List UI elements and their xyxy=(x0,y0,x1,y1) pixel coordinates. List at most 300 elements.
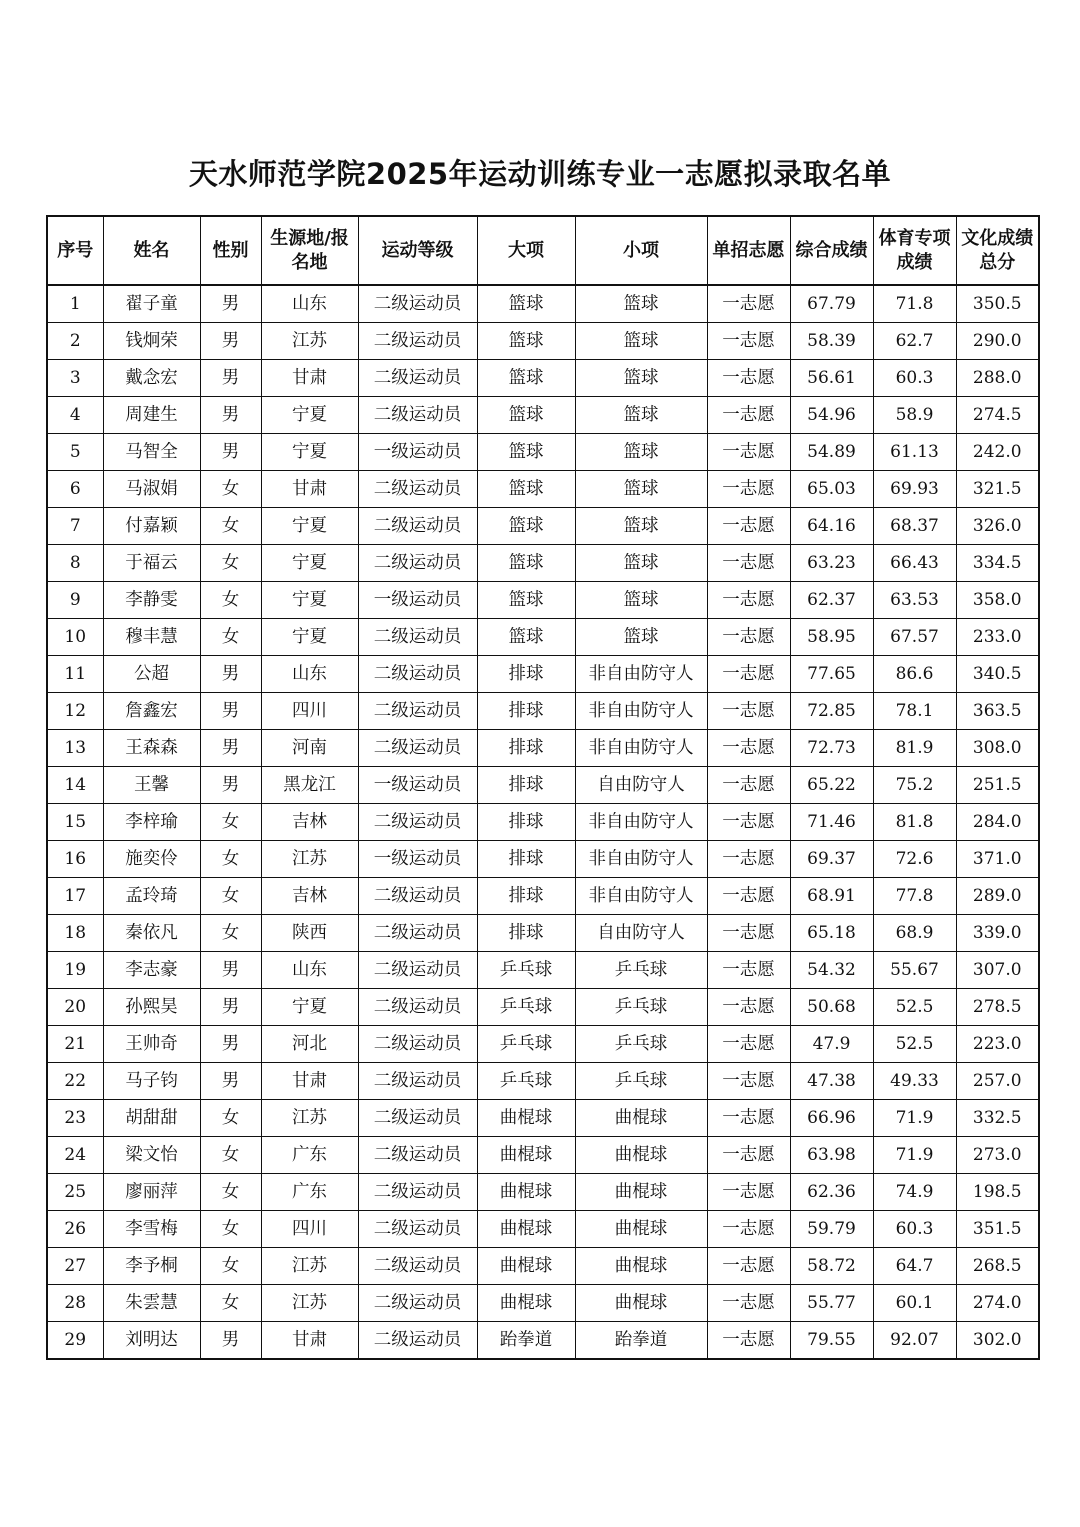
cell-sport-event: 非自由防守人 xyxy=(575,693,707,730)
cell-sport-event: 曲棍球 xyxy=(575,1285,707,1322)
cell-culture-score: 326.0 xyxy=(956,508,1039,545)
table-row xyxy=(47,730,1039,767)
cell-gender: 女 xyxy=(200,804,261,841)
cell-sport-category: 篮球 xyxy=(477,434,575,471)
cell-gender: 男 xyxy=(200,323,261,360)
cell-sport-event: 曲棍球 xyxy=(575,1211,707,1248)
cell-sport-category: 排球 xyxy=(477,656,575,693)
cell-preference: 一志愿 xyxy=(707,1137,790,1174)
cell-composite-score: 54.89 xyxy=(790,434,873,471)
cell-index: 10 xyxy=(47,619,103,656)
cell-composite-score: 66.96 xyxy=(790,1100,873,1137)
table-row xyxy=(47,915,1039,952)
cell-culture-score: 288.0 xyxy=(956,360,1039,397)
cell-name: 公超 xyxy=(103,656,200,693)
cell-culture-score: 334.5 xyxy=(956,545,1039,582)
cell-culture-score: 308.0 xyxy=(956,730,1039,767)
cell-athlete-level: 二级运动员 xyxy=(358,1322,477,1360)
cell-preference: 一志愿 xyxy=(707,878,790,915)
cell-origin: 吉林 xyxy=(261,878,358,915)
cell-preference: 一志愿 xyxy=(707,1174,790,1211)
column-header-preference: 单招志愿 xyxy=(707,216,790,285)
cell-sport-score: 52.5 xyxy=(873,989,956,1026)
cell-preference: 一志愿 xyxy=(707,1026,790,1063)
cell-origin: 甘肃 xyxy=(261,360,358,397)
cell-gender: 女 xyxy=(200,582,261,619)
table-row xyxy=(47,841,1039,878)
cell-sport-category: 乒乓球 xyxy=(477,952,575,989)
cell-gender: 女 xyxy=(200,1137,261,1174)
table-row xyxy=(47,545,1039,582)
cell-sport-event: 曲棍球 xyxy=(575,1137,707,1174)
cell-gender: 女 xyxy=(200,878,261,915)
cell-culture-score: 363.5 xyxy=(956,693,1039,730)
cell-sport-score: 77.8 xyxy=(873,878,956,915)
cell-index: 17 xyxy=(47,878,103,915)
cell-culture-score: 284.0 xyxy=(956,804,1039,841)
cell-index: 4 xyxy=(47,397,103,434)
cell-athlete-level: 二级运动员 xyxy=(358,952,477,989)
header-row xyxy=(47,216,1039,285)
cell-athlete-level: 二级运动员 xyxy=(358,989,477,1026)
cell-culture-score: 332.5 xyxy=(956,1100,1039,1137)
table-row xyxy=(47,619,1039,656)
cell-sport-score: 92.07 xyxy=(873,1322,956,1360)
table-row xyxy=(47,804,1039,841)
cell-origin: 四川 xyxy=(261,693,358,730)
cell-origin: 江苏 xyxy=(261,841,358,878)
cell-athlete-level: 二级运动员 xyxy=(358,1026,477,1063)
cell-sport-score: 81.9 xyxy=(873,730,956,767)
cell-culture-score: 358.0 xyxy=(956,582,1039,619)
cell-culture-score: 268.5 xyxy=(956,1248,1039,1285)
cell-index: 28 xyxy=(47,1285,103,1322)
cell-index: 21 xyxy=(47,1026,103,1063)
cell-culture-score: 251.5 xyxy=(956,767,1039,804)
cell-composite-score: 72.85 xyxy=(790,693,873,730)
cell-sport-category: 排球 xyxy=(477,767,575,804)
cell-preference: 一志愿 xyxy=(707,693,790,730)
column-header-sport-category: 大项 xyxy=(477,216,575,285)
cell-sport-score: 78.1 xyxy=(873,693,956,730)
cell-name: 马智全 xyxy=(103,434,200,471)
column-header-composite-score: 综合成绩 xyxy=(790,216,873,285)
cell-index: 27 xyxy=(47,1248,103,1285)
cell-sport-score: 68.9 xyxy=(873,915,956,952)
cell-athlete-level: 二级运动员 xyxy=(358,804,477,841)
cell-gender: 男 xyxy=(200,730,261,767)
cell-athlete-level: 二级运动员 xyxy=(358,915,477,952)
cell-composite-score: 62.37 xyxy=(790,582,873,619)
cell-composite-score: 58.39 xyxy=(790,323,873,360)
table-row xyxy=(47,693,1039,730)
cell-origin: 甘肃 xyxy=(261,471,358,508)
cell-athlete-level: 二级运动员 xyxy=(358,730,477,767)
cell-origin: 宁夏 xyxy=(261,434,358,471)
cell-name: 马淑娟 xyxy=(103,471,200,508)
table-row xyxy=(47,656,1039,693)
cell-culture-score: 274.0 xyxy=(956,1285,1039,1322)
cell-preference: 一志愿 xyxy=(707,619,790,656)
table-row xyxy=(47,285,1039,323)
cell-origin: 江苏 xyxy=(261,1285,358,1322)
cell-sport-event: 乒乓球 xyxy=(575,1063,707,1100)
cell-culture-score: 321.5 xyxy=(956,471,1039,508)
cell-composite-score: 55.77 xyxy=(790,1285,873,1322)
cell-sport-event: 跆拳道 xyxy=(575,1322,707,1360)
cell-name: 梁文怡 xyxy=(103,1137,200,1174)
cell-sport-category: 篮球 xyxy=(477,360,575,397)
cell-athlete-level: 二级运动员 xyxy=(358,1100,477,1137)
cell-sport-event: 篮球 xyxy=(575,323,707,360)
cell-composite-score: 63.98 xyxy=(790,1137,873,1174)
cell-sport-event: 乒乓球 xyxy=(575,1026,707,1063)
cell-composite-score: 50.68 xyxy=(790,989,873,1026)
cell-sport-score: 67.57 xyxy=(873,619,956,656)
cell-sport-score: 64.7 xyxy=(873,1248,956,1285)
cell-composite-score: 63.23 xyxy=(790,545,873,582)
cell-name: 詹鑫宏 xyxy=(103,693,200,730)
column-header-gender: 性别 xyxy=(200,216,261,285)
cell-composite-score: 47.9 xyxy=(790,1026,873,1063)
cell-culture-score: 278.5 xyxy=(956,989,1039,1026)
cell-sport-score: 74.9 xyxy=(873,1174,956,1211)
cell-preference: 一志愿 xyxy=(707,1211,790,1248)
cell-index: 29 xyxy=(47,1322,103,1360)
cell-index: 22 xyxy=(47,1063,103,1100)
cell-gender: 男 xyxy=(200,397,261,434)
cell-athlete-level: 一级运动员 xyxy=(358,767,477,804)
table-row xyxy=(47,1248,1039,1285)
cell-name: 王馨 xyxy=(103,767,200,804)
cell-index: 15 xyxy=(47,804,103,841)
cell-gender: 女 xyxy=(200,841,261,878)
cell-name: 付嘉颖 xyxy=(103,508,200,545)
cell-sport-category: 乒乓球 xyxy=(477,1026,575,1063)
cell-sport-event: 非自由防守人 xyxy=(575,656,707,693)
cell-sport-category: 排球 xyxy=(477,693,575,730)
cell-gender: 男 xyxy=(200,1063,261,1100)
cell-origin: 宁夏 xyxy=(261,397,358,434)
cell-origin: 甘肃 xyxy=(261,1322,358,1360)
cell-index: 20 xyxy=(47,989,103,1026)
cell-sport-event: 篮球 xyxy=(575,545,707,582)
cell-sport-category: 篮球 xyxy=(477,545,575,582)
cell-sport-event: 篮球 xyxy=(575,582,707,619)
cell-sport-score: 58.9 xyxy=(873,397,956,434)
cell-sport-score: 81.8 xyxy=(873,804,956,841)
cell-name: 马子钧 xyxy=(103,1063,200,1100)
cell-name: 胡甜甜 xyxy=(103,1100,200,1137)
cell-sport-score: 66.43 xyxy=(873,545,956,582)
cell-preference: 一志愿 xyxy=(707,730,790,767)
cell-name: 廖丽萍 xyxy=(103,1174,200,1211)
cell-origin: 陕西 xyxy=(261,915,358,952)
cell-preference: 一志愿 xyxy=(707,360,790,397)
cell-sport-event: 篮球 xyxy=(575,434,707,471)
table-row xyxy=(47,434,1039,471)
cell-composite-score: 71.46 xyxy=(790,804,873,841)
cell-sport-category: 曲棍球 xyxy=(477,1100,575,1137)
cell-sport-category: 篮球 xyxy=(477,619,575,656)
cell-sport-event: 自由防守人 xyxy=(575,767,707,804)
cell-composite-score: 72.73 xyxy=(790,730,873,767)
cell-origin: 宁夏 xyxy=(261,545,358,582)
cell-athlete-level: 一级运动员 xyxy=(358,582,477,619)
cell-index: 14 xyxy=(47,767,103,804)
cell-gender: 男 xyxy=(200,285,261,323)
cell-gender: 女 xyxy=(200,1100,261,1137)
cell-athlete-level: 二级运动员 xyxy=(358,1285,477,1322)
column-header-index: 序号 xyxy=(47,216,103,285)
page-title: 天水师范学院2025年运动训练专业一志愿拟录取名单 xyxy=(188,157,892,191)
cell-name: 于福云 xyxy=(103,545,200,582)
cell-preference: 一志愿 xyxy=(707,434,790,471)
cell-sport-score: 86.6 xyxy=(873,656,956,693)
cell-composite-score: 67.79 xyxy=(790,285,873,323)
cell-origin: 四川 xyxy=(261,1211,358,1248)
cell-composite-score: 68.91 xyxy=(790,878,873,915)
cell-sport-score: 68.37 xyxy=(873,508,956,545)
cell-gender: 女 xyxy=(200,545,261,582)
table-row xyxy=(47,1026,1039,1063)
column-header-name: 姓名 xyxy=(103,216,200,285)
cell-gender: 男 xyxy=(200,360,261,397)
cell-sport-score: 71.9 xyxy=(873,1100,956,1137)
table-row xyxy=(47,1100,1039,1137)
cell-sport-category: 篮球 xyxy=(477,582,575,619)
cell-index: 19 xyxy=(47,952,103,989)
column-header-origin: 生源地/报名地 xyxy=(261,216,358,285)
cell-index: 2 xyxy=(47,323,103,360)
cell-sport-score: 62.7 xyxy=(873,323,956,360)
cell-origin: 河北 xyxy=(261,1026,358,1063)
cell-name: 翟子童 xyxy=(103,285,200,323)
cell-athlete-level: 一级运动员 xyxy=(358,841,477,878)
table-row xyxy=(47,360,1039,397)
cell-culture-score: 290.0 xyxy=(956,323,1039,360)
cell-index: 6 xyxy=(47,471,103,508)
cell-sport-score: 49.33 xyxy=(873,1063,956,1100)
cell-composite-score: 79.55 xyxy=(790,1322,873,1360)
cell-composite-score: 58.95 xyxy=(790,619,873,656)
cell-index: 23 xyxy=(47,1100,103,1137)
cell-composite-score: 56.61 xyxy=(790,360,873,397)
cell-athlete-level: 二级运动员 xyxy=(358,508,477,545)
cell-sport-category: 乒乓球 xyxy=(477,989,575,1026)
cell-sport-category: 排球 xyxy=(477,915,575,952)
cell-culture-score: 273.0 xyxy=(956,1137,1039,1174)
cell-name: 孙熙昊 xyxy=(103,989,200,1026)
table-row xyxy=(47,397,1039,434)
cell-sport-category: 曲棍球 xyxy=(477,1248,575,1285)
cell-gender: 女 xyxy=(200,1285,261,1322)
cell-culture-score: 350.5 xyxy=(956,285,1039,323)
cell-sport-score: 52.5 xyxy=(873,1026,956,1063)
cell-sport-event: 曲棍球 xyxy=(575,1248,707,1285)
cell-sport-event: 篮球 xyxy=(575,285,707,323)
cell-index: 13 xyxy=(47,730,103,767)
cell-name: 穆丰慧 xyxy=(103,619,200,656)
cell-sport-score: 71.8 xyxy=(873,285,956,323)
cell-athlete-level: 二级运动员 xyxy=(358,545,477,582)
cell-athlete-level: 二级运动员 xyxy=(358,693,477,730)
cell-athlete-level: 二级运动员 xyxy=(358,285,477,323)
cell-sport-score: 60.3 xyxy=(873,360,956,397)
cell-culture-score: 274.5 xyxy=(956,397,1039,434)
cell-sport-category: 篮球 xyxy=(477,471,575,508)
cell-preference: 一志愿 xyxy=(707,545,790,582)
cell-athlete-level: 二级运动员 xyxy=(358,878,477,915)
cell-name: 周建生 xyxy=(103,397,200,434)
table-row xyxy=(47,878,1039,915)
table-row xyxy=(47,582,1039,619)
cell-preference: 一志愿 xyxy=(707,656,790,693)
cell-sport-event: 篮球 xyxy=(575,508,707,545)
column-header-culture-score: 文化成绩总分 xyxy=(956,216,1039,285)
cell-sport-event: 篮球 xyxy=(575,360,707,397)
cell-origin: 宁夏 xyxy=(261,582,358,619)
table-row xyxy=(47,1174,1039,1211)
cell-origin: 甘肃 xyxy=(261,1063,358,1100)
cell-composite-score: 47.38 xyxy=(790,1063,873,1100)
cell-name: 朱雲慧 xyxy=(103,1285,200,1322)
table-row xyxy=(47,952,1039,989)
cell-origin: 山东 xyxy=(261,285,358,323)
cell-culture-score: 242.0 xyxy=(956,434,1039,471)
cell-name: 李梓瑜 xyxy=(103,804,200,841)
cell-origin: 宁夏 xyxy=(261,619,358,656)
cell-origin: 宁夏 xyxy=(261,989,358,1026)
cell-culture-score: 339.0 xyxy=(956,915,1039,952)
cell-sport-event: 自由防守人 xyxy=(575,915,707,952)
cell-gender: 女 xyxy=(200,915,261,952)
table-row xyxy=(47,508,1039,545)
cell-gender: 男 xyxy=(200,1026,261,1063)
cell-name: 李雪梅 xyxy=(103,1211,200,1248)
cell-name: 秦依凡 xyxy=(103,915,200,952)
cell-preference: 一志愿 xyxy=(707,952,790,989)
cell-origin: 吉林 xyxy=(261,804,358,841)
cell-culture-score: 340.5 xyxy=(956,656,1039,693)
table-body xyxy=(47,285,1039,1359)
cell-gender: 女 xyxy=(200,1248,261,1285)
cell-origin: 江苏 xyxy=(261,323,358,360)
column-header-sport-event: 小项 xyxy=(575,216,707,285)
cell-sport-category: 曲棍球 xyxy=(477,1285,575,1322)
cell-name: 施奕伶 xyxy=(103,841,200,878)
cell-sport-event: 篮球 xyxy=(575,619,707,656)
cell-culture-score: 233.0 xyxy=(956,619,1039,656)
table-header xyxy=(47,216,1039,285)
cell-index: 9 xyxy=(47,582,103,619)
table-row xyxy=(47,1137,1039,1174)
cell-preference: 一志愿 xyxy=(707,323,790,360)
cell-culture-score: 198.5 xyxy=(956,1174,1039,1211)
cell-culture-score: 307.0 xyxy=(956,952,1039,989)
cell-preference: 一志愿 xyxy=(707,1285,790,1322)
cell-sport-category: 曲棍球 xyxy=(477,1211,575,1248)
cell-preference: 一志愿 xyxy=(707,915,790,952)
cell-name: 刘明达 xyxy=(103,1322,200,1360)
cell-sport-event: 非自由防守人 xyxy=(575,730,707,767)
cell-preference: 一志愿 xyxy=(707,767,790,804)
table-row xyxy=(47,1211,1039,1248)
cell-athlete-level: 二级运动员 xyxy=(358,619,477,656)
cell-preference: 一志愿 xyxy=(707,989,790,1026)
cell-origin: 广东 xyxy=(261,1137,358,1174)
cell-name: 钱炯荣 xyxy=(103,323,200,360)
cell-sport-category: 篮球 xyxy=(477,508,575,545)
cell-athlete-level: 二级运动员 xyxy=(358,323,477,360)
cell-gender: 男 xyxy=(200,656,261,693)
cell-index: 12 xyxy=(47,693,103,730)
cell-composite-score: 69.37 xyxy=(790,841,873,878)
cell-composite-score: 65.03 xyxy=(790,471,873,508)
table-row xyxy=(47,1063,1039,1100)
cell-name: 王帅奇 xyxy=(103,1026,200,1063)
cell-composite-score: 54.32 xyxy=(790,952,873,989)
cell-sport-event: 篮球 xyxy=(575,397,707,434)
table-row xyxy=(47,323,1039,360)
table-row xyxy=(47,471,1039,508)
cell-name: 李静雯 xyxy=(103,582,200,619)
cell-sport-category: 排球 xyxy=(477,841,575,878)
cell-gender: 女 xyxy=(200,508,261,545)
cell-athlete-level: 二级运动员 xyxy=(358,1174,477,1211)
column-header-athlete-level: 运动等级 xyxy=(358,216,477,285)
cell-gender: 女 xyxy=(200,471,261,508)
cell-gender: 女 xyxy=(200,1174,261,1211)
cell-athlete-level: 二级运动员 xyxy=(358,1211,477,1248)
cell-sport-category: 曲棍球 xyxy=(477,1137,575,1174)
cell-name: 王森森 xyxy=(103,730,200,767)
cell-preference: 一志愿 xyxy=(707,841,790,878)
cell-preference: 一志愿 xyxy=(707,471,790,508)
cell-index: 11 xyxy=(47,656,103,693)
cell-sport-category: 排球 xyxy=(477,878,575,915)
cell-origin: 山东 xyxy=(261,952,358,989)
cell-sport-score: 69.93 xyxy=(873,471,956,508)
cell-athlete-level: 二级运动员 xyxy=(358,1137,477,1174)
cell-origin: 江苏 xyxy=(261,1248,358,1285)
cell-gender: 男 xyxy=(200,767,261,804)
cell-culture-score: 223.0 xyxy=(956,1026,1039,1063)
cell-sport-score: 55.67 xyxy=(873,952,956,989)
cell-index: 24 xyxy=(47,1137,103,1174)
cell-preference: 一志愿 xyxy=(707,1100,790,1137)
cell-preference: 一志愿 xyxy=(707,1248,790,1285)
admission-table xyxy=(46,215,1040,1360)
cell-sport-score: 60.3 xyxy=(873,1211,956,1248)
cell-composite-score: 54.96 xyxy=(790,397,873,434)
cell-sport-category: 篮球 xyxy=(477,323,575,360)
cell-composite-score: 58.72 xyxy=(790,1248,873,1285)
cell-name: 戴念宏 xyxy=(103,360,200,397)
cell-athlete-level: 二级运动员 xyxy=(358,397,477,434)
cell-sport-category: 曲棍球 xyxy=(477,1174,575,1211)
cell-preference: 一志愿 xyxy=(707,582,790,619)
cell-origin: 山东 xyxy=(261,656,358,693)
cell-origin: 广东 xyxy=(261,1174,358,1211)
cell-index: 26 xyxy=(47,1211,103,1248)
cell-composite-score: 59.79 xyxy=(790,1211,873,1248)
cell-index: 1 xyxy=(47,285,103,323)
table-row xyxy=(47,1285,1039,1322)
cell-sport-category: 排球 xyxy=(477,730,575,767)
cell-sport-event: 篮球 xyxy=(575,471,707,508)
cell-composite-score: 65.18 xyxy=(790,915,873,952)
